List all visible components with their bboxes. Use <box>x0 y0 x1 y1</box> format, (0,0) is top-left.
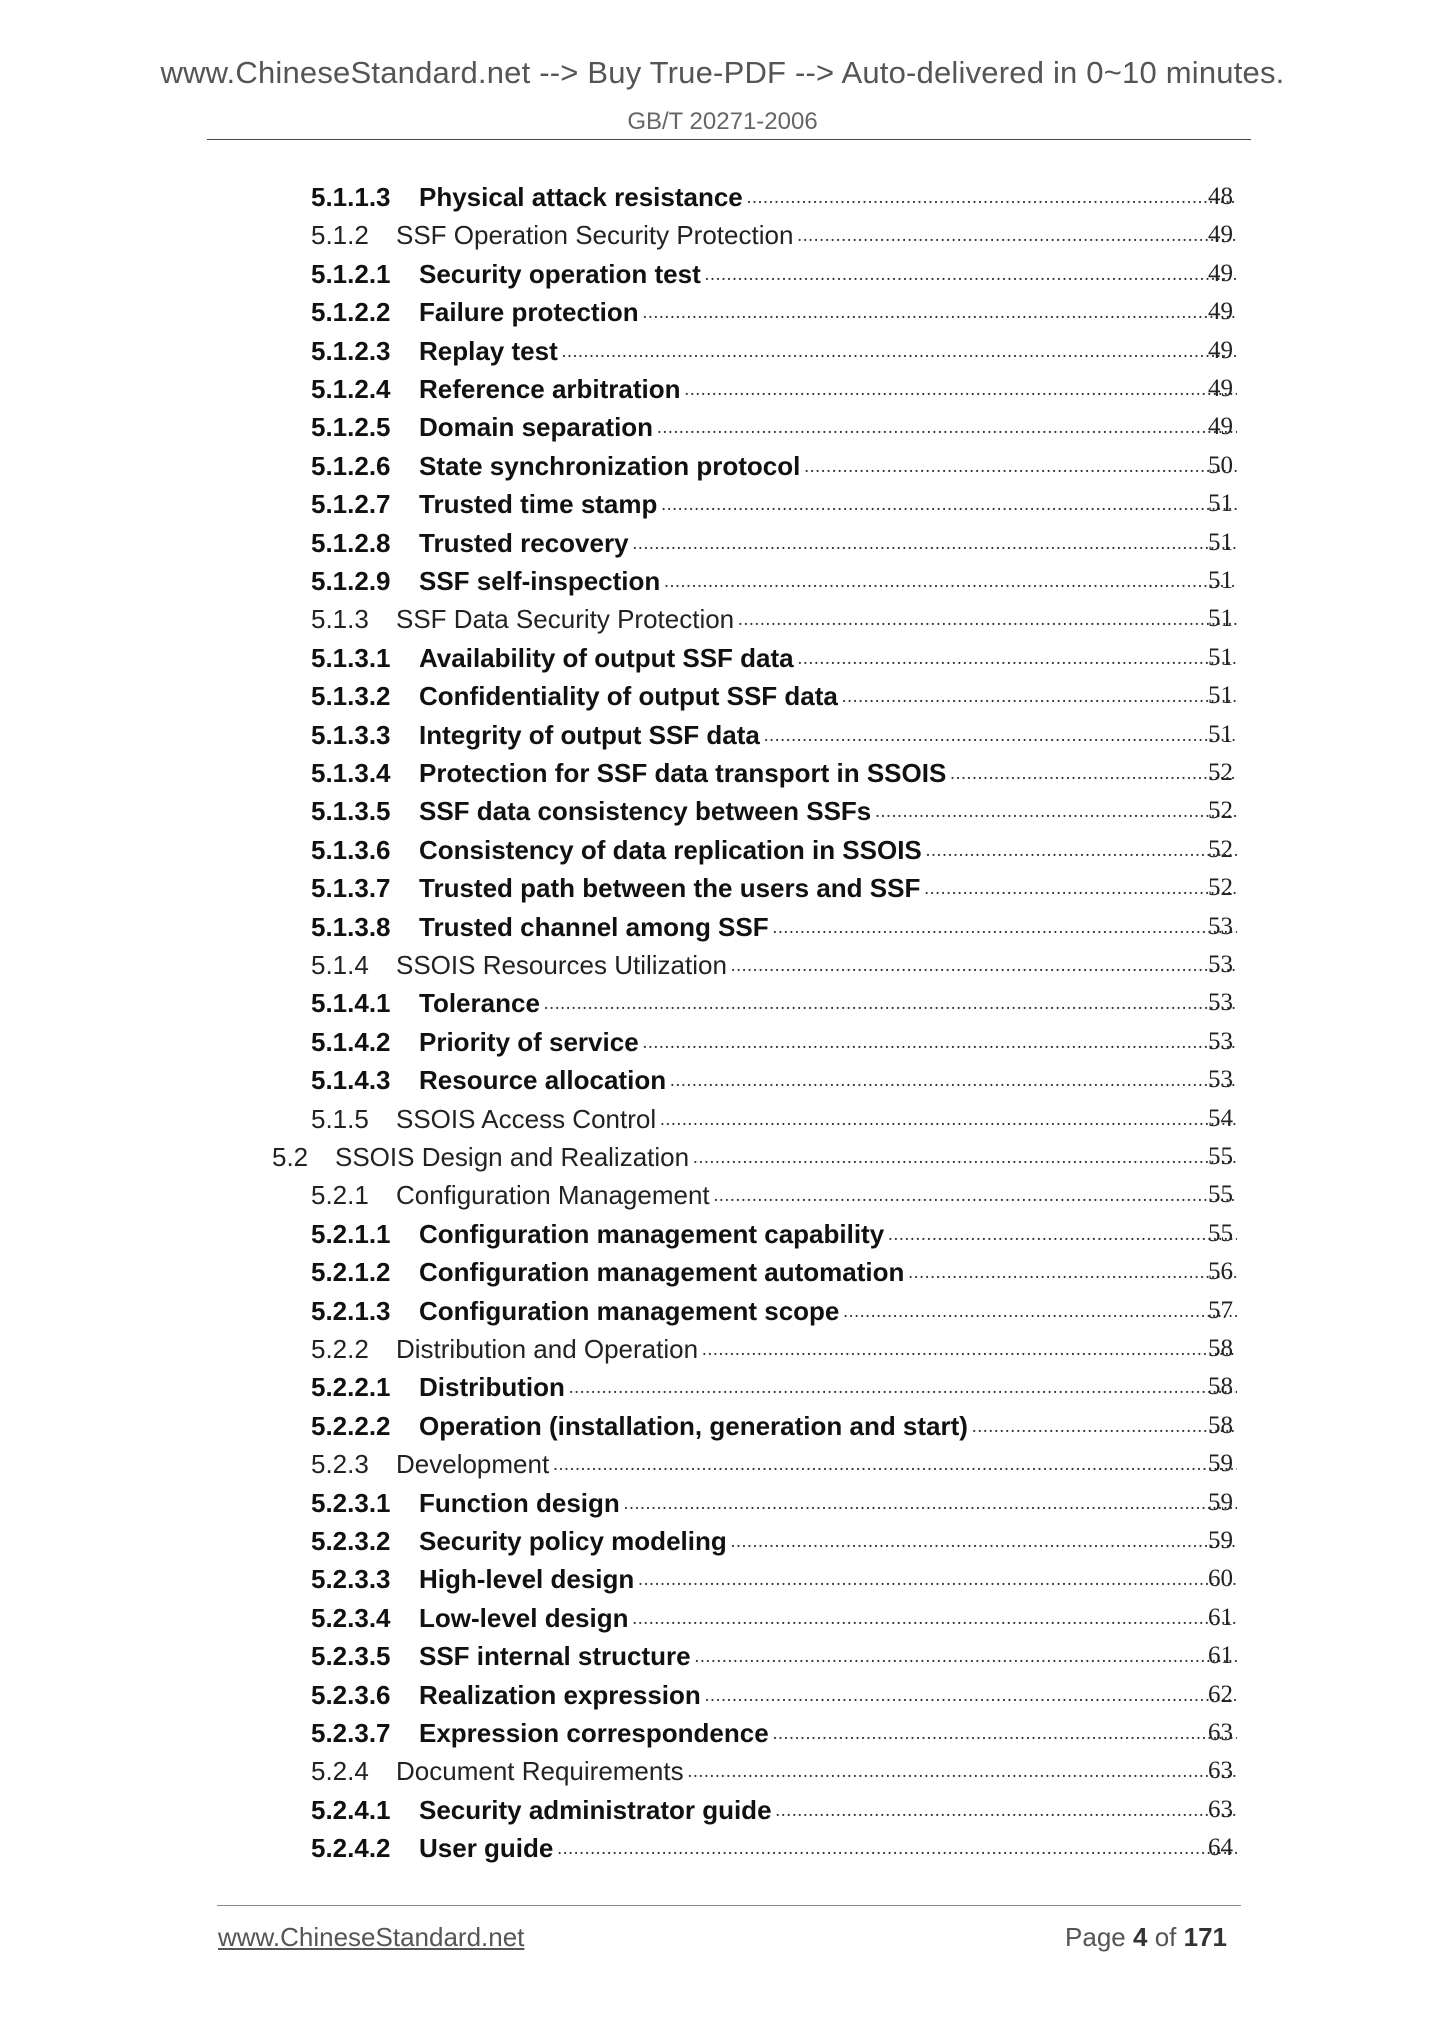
toc-leader-dots <box>562 332 1237 370</box>
toc-entry-page: 57 <box>1208 1296 1233 1324</box>
toc-entry-number: 5.1.2 <box>311 220 369 251</box>
toc-entry-number: 5.2.3 <box>311 1449 369 1480</box>
toc-entry-number: 5.1.3.1 <box>311 642 391 673</box>
toc-leader-dots <box>693 1138 1237 1176</box>
toc-entry-number: 5.2.1.3 <box>311 1295 391 1326</box>
toc-entry-page: 58 <box>1208 1373 1233 1401</box>
toc-entry-title-line <box>419 1676 1237 1714</box>
toc-leader-dots <box>664 562 1237 600</box>
toc-entry-title: Configuration management automation <box>419 1257 905 1288</box>
toc-entry-number: 5.1.4 <box>311 950 369 980</box>
toc-entry-number: 5.2.1.2 <box>311 1257 391 1288</box>
toc-entry-page: 53 <box>1208 951 1233 978</box>
toc-leader-dots <box>643 1023 1237 1061</box>
toc-entry-page: 64 <box>1208 1834 1233 1862</box>
toc-entry-title-line <box>419 984 1237 1022</box>
toc-leader-dots <box>633 1599 1238 1637</box>
toc-leader-dots <box>643 293 1237 331</box>
toc-entry[interactable] <box>0 1407 1445 1445</box>
toc-entry[interactable] <box>0 1522 1445 1560</box>
toc-entry[interactable] <box>0 1829 1445 1867</box>
toc-entry[interactable] <box>0 1330 1445 1368</box>
toc-entry-title: Function design <box>419 1487 620 1518</box>
toc-entry-number: 5.2.2.2 <box>311 1410 391 1441</box>
toc-entry-page: 52 <box>1208 874 1233 902</box>
toc-entry-title-line <box>335 1138 1237 1176</box>
toc-entry-page: 63 <box>1208 1795 1233 1823</box>
toc-entry-page: 53 <box>1208 912 1233 940</box>
toc-leader-dots <box>908 1253 1237 1291</box>
toc-entry-title: SSOIS Access Control <box>396 1103 657 1134</box>
toc-entry-page: 52 <box>1208 835 1233 863</box>
toc-entry[interactable] <box>0 1637 1445 1675</box>
toc-entry-number: 5.2.4.2 <box>311 1833 391 1864</box>
toc-entry-title: Distribution <box>419 1372 565 1403</box>
toc-entry-page: 61 <box>1208 1642 1233 1670</box>
toc-leader-dots <box>557 1829 1237 1867</box>
toc-entry[interactable] <box>0 447 1445 485</box>
page-total: 171 <box>1183 1922 1227 1952</box>
toc-entry-page: 49 <box>1208 221 1233 249</box>
toc-entry[interactable] <box>0 1484 1445 1522</box>
toc-entry-title: Trusted channel among SSF <box>419 911 769 942</box>
toc-entry-title-line <box>396 1330 1237 1368</box>
toc-entry-number: 5.2.3.5 <box>311 1641 391 1672</box>
toc-leader-dots <box>842 677 1237 715</box>
toc-entry-title-line <box>419 639 1237 677</box>
page-of: of <box>1154 1922 1177 1952</box>
toc-entry[interactable] <box>0 1061 1445 1099</box>
toc-entry-title-line <box>419 178 1237 216</box>
toc-leader-dots <box>705 1676 1237 1714</box>
toc-entry-title: SSOIS Resources Utilization <box>396 950 727 980</box>
toc-entry-number: 5.1.2.1 <box>311 258 391 289</box>
toc-entry-title: State synchronization protocol <box>419 450 801 481</box>
toc-leader-dots <box>926 831 1237 869</box>
toc-leader-dots <box>553 1445 1237 1483</box>
toc-entry-title: Configuration management scope <box>419 1295 840 1326</box>
toc-entry-number: 5.1.3.5 <box>311 796 391 827</box>
toc-entry[interactable] <box>0 1599 1445 1637</box>
toc-entry[interactable] <box>0 1292 1445 1330</box>
toc-entry-title-line <box>419 716 1237 754</box>
toc-entry-page: 63 <box>1208 1719 1233 1746</box>
toc-leader-dots <box>702 1330 1237 1368</box>
toc-entry-title-line <box>419 408 1237 446</box>
toc-entry-number: 5.1.4.3 <box>311 1065 391 1096</box>
toc-entry-number: 5.1.2.2 <box>311 297 391 328</box>
toc-entry-title-line <box>419 677 1237 715</box>
toc-entry-page: 53 <box>1208 989 1233 1017</box>
toc-entry[interactable] <box>0 1791 1445 1829</box>
header-banner: www.ChineseStandard.net --> Buy True-PDF --> Auto-delivered in 0~10 minutes. <box>160 55 1285 90</box>
toc-entry-title-line <box>419 1560 1237 1598</box>
toc-entry-title: Failure protection <box>419 297 639 328</box>
toc-entry-number: 5.2 <box>272 1142 309 1172</box>
toc-entry-title: High-level design <box>419 1564 635 1595</box>
footer-divider <box>217 1905 1241 1906</box>
toc-entry-number: 5.1.2.8 <box>311 527 391 558</box>
toc-entry-number: 5.1.3.2 <box>311 681 391 712</box>
toc-entry[interactable] <box>0 1100 1445 1138</box>
toc-entry-title: Confidentiality of output SSF data <box>419 681 838 712</box>
toc-entry-number: 5.2.2.1 <box>311 1372 391 1403</box>
toc-entry-title-line <box>396 1445 1237 1483</box>
toc-entry-number: 5.1.3 <box>311 604 369 635</box>
toc-entry-page: 59 <box>1208 1450 1233 1478</box>
toc-leader-dots <box>657 408 1237 446</box>
toc-leader-dots <box>972 1407 1237 1445</box>
toc-entry-number: 5.2.3.1 <box>311 1487 391 1518</box>
toc-entry-title-line <box>419 1292 1237 1330</box>
toc-entry-title-line <box>419 447 1237 485</box>
toc-entry-page: 62 <box>1208 1680 1233 1708</box>
toc-entry-number: 5.1.2.5 <box>311 412 391 443</box>
standard-code: GB/T 20271-2006 <box>627 108 818 135</box>
toc-entry-title: User guide <box>419 1833 554 1864</box>
toc-leader-dots <box>688 1752 1237 1790</box>
toc-entry-title: Development <box>396 1449 550 1480</box>
toc-entry-page: 61 <box>1208 1603 1233 1631</box>
toc-entry[interactable] <box>0 524 1445 562</box>
toc-entry-title: Consistency of data replication in SSOIS <box>419 834 922 865</box>
toc-entry-title: Priority of service <box>419 1026 639 1057</box>
toc-entry-number: 5.2.3.6 <box>311 1679 391 1710</box>
toc-entry-page: 51 <box>1208 528 1233 556</box>
toc-entry-number: 5.2.4.1 <box>311 1794 391 1825</box>
toc-entry-page: 52 <box>1208 759 1233 786</box>
toc-entry-number: 5.2.3.2 <box>311 1526 391 1556</box>
toc-entry-title: Trusted recovery <box>419 527 629 558</box>
toc-entry-page: 58 <box>1208 1411 1233 1439</box>
toc-entry[interactable] <box>0 1253 1445 1291</box>
toc-entry-number: 5.2.3.7 <box>311 1718 391 1748</box>
toc-entry[interactable] <box>0 178 1445 216</box>
toc-entry-title-line <box>419 255 1237 293</box>
toc-entry[interactable] <box>0 600 1445 638</box>
toc-entry-page: 59 <box>1208 1488 1233 1516</box>
page-prefix: Page <box>1065 1922 1126 1952</box>
toc-entry-number: 5.1.2.4 <box>311 374 391 404</box>
toc-entry[interactable] <box>0 562 1445 600</box>
toc-entry-title-line <box>419 754 1237 792</box>
toc-entry[interactable] <box>0 1176 1445 1214</box>
page-current: 4 <box>1132 1922 1148 1952</box>
toc-leader-dots <box>685 370 1237 408</box>
toc-entry-number: 5.1.3.6 <box>311 834 391 865</box>
toc-entry-page: 49 <box>1208 413 1233 441</box>
toc-entry-title: Security administrator guide <box>419 1794 772 1825</box>
toc-entry-number: 5.1.4.1 <box>311 988 391 1019</box>
toc-leader-dots <box>738 600 1237 638</box>
toc-entry[interactable] <box>0 1752 1445 1790</box>
toc-leader-dots <box>624 1484 1237 1522</box>
toc-entry-title: Resource allocation <box>419 1065 667 1096</box>
toc-leader-dots <box>544 984 1237 1022</box>
toc-entry-title-line <box>419 1253 1237 1291</box>
toc-entry-page: 55 <box>1208 1143 1233 1170</box>
toc-entry-page: 60 <box>1208 1565 1233 1593</box>
toc-leader-dots <box>773 908 1237 946</box>
toc-entry-title: Physical attack resistance <box>419 182 743 212</box>
toc-entry-title: Protection for SSF data transport in SSOIS <box>419 758 947 788</box>
toc-leader-dots <box>797 216 1237 254</box>
toc-entry-title: Configuration management capability <box>419 1218 885 1249</box>
toc-entry-title-line <box>419 1522 1237 1560</box>
toc-entry-title: Tolerance <box>419 988 540 1019</box>
toc-entry[interactable] <box>0 1023 1445 1061</box>
toc-leader-dots <box>843 1292 1237 1330</box>
toc-entry[interactable] <box>0 1368 1445 1406</box>
toc-entry-title-line <box>419 1714 1237 1752</box>
toc-leader-dots <box>661 485 1237 523</box>
toc-entry-title: Trusted path between the users and SSF <box>419 873 921 904</box>
toc-leader-dots <box>633 524 1237 562</box>
toc-entry[interactable] <box>0 754 1445 792</box>
toc-leader-dots <box>714 1176 1237 1214</box>
toc-leader-dots <box>776 1791 1237 1829</box>
toc-entry-page: 49 <box>1208 336 1233 364</box>
toc-entry-number: 5.1.2.6 <box>311 450 391 481</box>
toc-entry[interactable] <box>0 255 1445 293</box>
toc-entry-page: 51 <box>1208 605 1233 633</box>
toc-entry[interactable] <box>0 639 1445 677</box>
toc-entry[interactable] <box>0 1560 1445 1598</box>
toc-entry-title-line <box>419 370 1237 408</box>
toc-entry-title-line <box>419 908 1237 946</box>
toc-entry[interactable] <box>0 293 1445 331</box>
toc-entry-page: 52 <box>1208 797 1233 825</box>
toc-entry-page: 49 <box>1208 298 1233 326</box>
toc-entry-number: 5.2.1.1 <box>311 1218 391 1249</box>
toc-entry-title-line <box>419 792 1237 830</box>
toc-entry-page: 49 <box>1208 259 1233 287</box>
toc-entry[interactable] <box>0 869 1445 907</box>
toc-entry-page: 48 <box>1208 183 1233 210</box>
toc-entry[interactable] <box>0 908 1445 946</box>
toc-entry-title: Expression correspondence <box>419 1718 769 1748</box>
toc-entry-title-line <box>419 1791 1237 1829</box>
toc-entry-title-line <box>419 1023 1237 1061</box>
toc-entry-title-line <box>419 1637 1237 1675</box>
toc-entry-title: Security policy modeling <box>419 1526 727 1556</box>
toc-entry-page: 59 <box>1208 1527 1233 1554</box>
toc-entry-title: Realization expression <box>419 1679 701 1710</box>
toc-entry-title: Reference arbitration <box>419 374 681 404</box>
toc-entry-title: Replay test <box>419 335 558 366</box>
toc-entry-page: 63 <box>1208 1757 1233 1785</box>
toc-entry-title-line <box>419 1368 1237 1406</box>
footer-page-indicator <box>1065 1922 1227 1953</box>
toc-leader-dots <box>731 946 1237 984</box>
toc-entry-title: SSF Data Security Protection <box>396 604 735 635</box>
toc-entry[interactable] <box>0 1138 1445 1176</box>
toc-entry-number: 5.1.3.3 <box>311 719 391 750</box>
toc-entry[interactable] <box>0 984 1445 1022</box>
toc-entry-title: Integrity of output SSF data <box>419 719 760 750</box>
toc-entry-title-line <box>396 600 1237 638</box>
toc-entry-title: SSOIS Design and Realization <box>335 1142 690 1172</box>
toc-entry-title: Domain separation <box>419 412 654 443</box>
toc-entry-title-line <box>396 1752 1237 1790</box>
toc-entry-title: Document Requirements <box>396 1756 684 1787</box>
toc-entry-title: Distribution and Operation <box>396 1334 699 1364</box>
toc-leader-dots <box>660 1100 1237 1138</box>
toc-entry-title: SSF internal structure <box>419 1641 691 1672</box>
toc-leader-dots <box>773 1714 1237 1752</box>
toc-entry-number: 5.1.2.3 <box>311 335 391 366</box>
toc-entry[interactable] <box>0 792 1445 830</box>
toc-entry-page: 49 <box>1208 375 1233 402</box>
toc-entry[interactable] <box>0 370 1445 408</box>
toc-entry-title-line <box>419 1829 1237 1867</box>
toc-entry-title-line <box>419 485 1237 523</box>
toc-leader-dots <box>950 754 1237 792</box>
toc-entry-number: 5.2.1 <box>311 1180 369 1211</box>
toc-leader-dots <box>875 792 1237 830</box>
toc-entry-title: SSF data consistency between SSFs <box>419 796 872 827</box>
toc-entry-title-line <box>396 1100 1237 1138</box>
toc-entry-page: 55 <box>1208 1219 1233 1247</box>
toc-entry[interactable] <box>0 716 1445 754</box>
toc-entry-page: 53 <box>1208 1066 1233 1094</box>
toc-entry-number: 5.1.4.2 <box>311 1026 391 1057</box>
toc-leader-dots <box>747 178 1237 216</box>
toc-leader-dots <box>798 639 1237 677</box>
toc-entry-title-line <box>419 831 1237 869</box>
toc-entry[interactable] <box>0 677 1445 715</box>
toc-entry[interactable] <box>0 485 1445 523</box>
toc-entry[interactable] <box>0 831 1445 869</box>
toc-entry-title-line <box>419 293 1237 331</box>
toc-entry-number: 5.1.2.7 <box>311 489 391 520</box>
toc-entry[interactable] <box>0 216 1445 254</box>
toc-entry-title-line <box>396 216 1237 254</box>
toc-leader-dots <box>764 716 1237 754</box>
toc-entry-page: 51 <box>1208 682 1233 710</box>
toc-entry-title-line <box>419 869 1237 907</box>
footer-site-link[interactable]: www.ChineseStandard.net <box>218 1922 525 1952</box>
toc-entry-number: 5.1.3.8 <box>311 911 391 942</box>
toc-leader-dots <box>924 869 1237 907</box>
toc-entry[interactable] <box>0 1714 1445 1752</box>
toc-entry-page: 53 <box>1208 1027 1233 1055</box>
toc-entry-page: 54 <box>1208 1104 1233 1132</box>
toc-entry[interactable] <box>0 1676 1445 1714</box>
toc-entry-page: 55 <box>1208 1181 1233 1209</box>
toc-leader-dots <box>695 1637 1237 1675</box>
toc-entry-page: 51 <box>1208 490 1233 518</box>
toc-entry-title-line <box>419 1215 1237 1253</box>
toc-entry-page: 51 <box>1208 567 1233 594</box>
toc-entry[interactable] <box>0 408 1445 446</box>
toc-entry-title-line <box>419 1484 1237 1522</box>
toc-entry-title: Trusted time stamp <box>419 489 658 520</box>
toc-leader-dots <box>731 1522 1237 1560</box>
toc-entry-title-line <box>396 946 1237 984</box>
toc-entry[interactable] <box>0 1445 1445 1483</box>
toc-entry-number: 5.2.3.3 <box>311 1564 391 1595</box>
toc-entry-number: 5.1.2.9 <box>311 566 391 596</box>
toc-entry-title: Security operation test <box>419 258 701 289</box>
toc-entry[interactable] <box>0 1215 1445 1253</box>
toc-entry-title: Availability of output SSF data <box>419 642 794 673</box>
toc-entry[interactable] <box>0 332 1445 370</box>
toc-entry-title-line <box>419 1599 1237 1637</box>
toc-entry-title: SSF Operation Security Protection <box>396 220 794 251</box>
toc-entry-number: 5.1.1.3 <box>311 182 391 212</box>
toc-entry[interactable] <box>0 946 1445 984</box>
header-divider <box>207 139 1251 140</box>
toc-leader-dots <box>569 1368 1237 1406</box>
toc-entry-number: 5.1.3.4 <box>311 758 391 788</box>
toc-entry-title-line <box>419 562 1237 600</box>
toc-entry-number: 5.2.2 <box>311 1334 369 1364</box>
toc-leader-dots <box>638 1560 1237 1598</box>
toc-entry-number: 5.2.3.4 <box>311 1602 391 1633</box>
toc-entry-page: 51 <box>1208 643 1233 671</box>
toc-leader-dots <box>804 447 1237 485</box>
toc-entry-title: Operation (installation, generation and start) <box>419 1410 968 1441</box>
toc-entry-title-line <box>396 1176 1237 1214</box>
toc-entry-title: SSF self-inspection <box>419 566 661 596</box>
toc-entry-page: 56 <box>1208 1258 1233 1286</box>
toc-entry-title: Configuration Management <box>396 1180 710 1211</box>
toc-entry-title-line <box>419 1407 1237 1445</box>
toc-entry-page: 51 <box>1208 720 1233 748</box>
toc-entry-number: 5.1.3.7 <box>311 873 391 904</box>
toc-leader-dots <box>670 1061 1237 1099</box>
toc-entry-title: Low-level design <box>419 1602 629 1633</box>
toc-entry-number: 5.2.4 <box>311 1756 369 1787</box>
toc-entry-title-line <box>419 1061 1237 1099</box>
toc-entry-page: 58 <box>1208 1335 1233 1362</box>
toc-entry-title-line <box>419 524 1237 562</box>
toc-leader-dots <box>888 1215 1237 1253</box>
toc-entry-number: 5.1.5 <box>311 1103 369 1134</box>
toc-entry-title-line <box>419 332 1237 370</box>
toc-entry-page: 50 <box>1208 451 1233 479</box>
toc-leader-dots <box>705 255 1237 293</box>
